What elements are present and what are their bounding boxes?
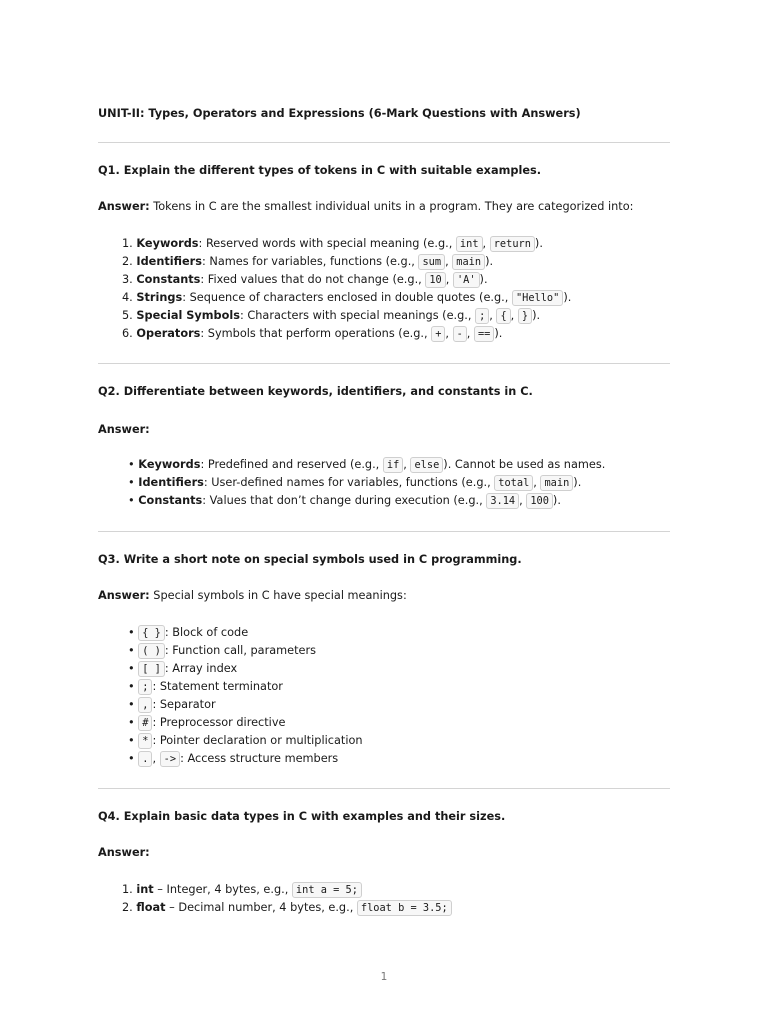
tail-text: ). — [485, 255, 494, 268]
description: : Reserved words with special meaning (e.g., — [198, 237, 456, 250]
list-item: 6. Operators: Symbols that perform operations (e.g., + , - , == ). — [122, 327, 503, 340]
code-snippet: == — [474, 326, 494, 342]
list-item — [128, 624, 363, 642]
answer-2-intro — [98, 423, 150, 436]
list-item: 3. Constants: Fixed values that do not change (e.g., 10 , 'A' ). — [122, 273, 488, 286]
code-snippet: -> — [160, 751, 180, 767]
list-marker: 2. — [122, 255, 137, 268]
difference-list — [128, 456, 605, 510]
tail-text: ). — [534, 237, 543, 250]
list-marker: 2. — [122, 901, 137, 914]
list-marker: 1. — [122, 883, 137, 896]
list-item — [122, 289, 571, 307]
term: int — [136, 883, 154, 896]
list-marker: • — [128, 662, 139, 675]
symbol-list — [128, 624, 363, 768]
list-marker: • — [128, 752, 139, 765]
term: Special Symbols — [136, 309, 240, 322]
tail-text: : Pointer declaration or multiplication — [152, 734, 363, 747]
code-snippet: + — [431, 326, 445, 342]
question-3: Q3. Write a short note on special symbols used in C programming. — [98, 553, 522, 566]
page-number: 1 — [380, 971, 388, 983]
code-snippet: } — [518, 308, 532, 324]
tail-text: : Statement terminator — [152, 680, 283, 693]
code-snippet: . — [138, 751, 152, 767]
tail-text: : Function call, parameters — [164, 644, 317, 657]
list-item: • Keywords: Predefined and reserved (e.g., if , else ). Cannot be used as names. — [128, 458, 606, 471]
list-marker: • — [128, 458, 139, 471]
list-marker: 1. — [122, 237, 137, 250]
code-snippet: { } — [138, 625, 165, 641]
term: Operators — [136, 327, 201, 340]
question-1: Q1. Explain the different types of tokens in C with suitable examples. — [98, 164, 541, 177]
description: : Symbols that perform operations (e.g., — [200, 327, 432, 340]
term: Constants — [136, 273, 201, 286]
list-item: • Identifiers: User-defined names for variables, functions (e.g., total , main ). — [128, 476, 582, 489]
answer-label: Answer: — [98, 589, 150, 602]
list-item — [128, 696, 363, 714]
tail-text: : Access structure members — [180, 752, 339, 765]
description: – Decimal number, 4 bytes, e.g., — [165, 901, 357, 914]
code-snippet: , — [138, 697, 152, 713]
answer-text: Tokens in C are the smallest individual units in a program. They are categorized into: — [149, 200, 634, 213]
description: : Values that don’t change during execution (e.g., — [202, 494, 487, 507]
list-item — [122, 881, 452, 899]
list-marker: 4. — [122, 291, 137, 304]
term: Identifiers — [138, 476, 204, 489]
code-snippet: 'A' — [453, 272, 480, 288]
list-item: 1. Keywords: Reserved words with special meaning (e.g., int , return ). — [122, 237, 543, 250]
list-item: • . , -> : Access structure members — [128, 752, 339, 765]
list-item: 5. Special Symbols: Characters with special meanings (e.g., ; , { , } ). — [122, 309, 541, 322]
code-snippet: [ ] — [138, 661, 165, 677]
code-snippet: float b = 3.5; — [357, 900, 452, 916]
code-snippet: ; — [475, 308, 489, 324]
code-snippet: { — [496, 308, 510, 324]
term: Constants — [138, 494, 203, 507]
list-item: 2. Identifiers: Names for variables, functions (e.g., sum , main ). — [122, 255, 494, 268]
answer-3-intro — [98, 589, 407, 602]
answer-label: Answer: — [98, 200, 150, 213]
token-list — [122, 235, 571, 343]
code-snippet: 100 — [526, 493, 553, 509]
code-snippet: main — [452, 254, 485, 270]
list-marker: • — [128, 680, 139, 693]
term: Identifiers — [136, 255, 202, 268]
code-snippet: 10 — [425, 272, 445, 288]
tail-text: : Preprocessor directive — [152, 716, 286, 729]
tail-text: ). — [573, 476, 582, 489]
code-snippet: total — [494, 475, 533, 491]
divider — [98, 363, 670, 364]
code-snippet: 3.14 — [486, 493, 519, 509]
term: Keywords — [138, 458, 201, 471]
list-item — [128, 642, 363, 660]
description: : Predefined and reserved (e.g., — [200, 458, 383, 471]
code-snippet: main — [540, 475, 573, 491]
answer-text: Special symbols in C have special meanings: — [149, 589, 407, 602]
divider — [98, 788, 670, 789]
answer-4-intro — [98, 846, 150, 859]
question-4: Q4. Explain basic data types in C with examples and their sizes. — [98, 810, 506, 823]
term: Keywords — [136, 237, 199, 250]
tail-text: ). — [479, 273, 488, 286]
question-2: Q2. Differentiate between keywords, identifiers, and constants in C. — [98, 385, 533, 398]
tail-text: ). — [552, 494, 561, 507]
code-snippet: return — [490, 236, 535, 252]
answer-label: Answer: — [98, 846, 150, 859]
code-snippet: if — [383, 457, 403, 473]
description: – Integer, 4 bytes, e.g., — [153, 883, 292, 896]
tail-text: ). — [563, 291, 572, 304]
data-type-list — [122, 881, 452, 917]
description: : Fixed values that do not change (e.g., — [200, 273, 426, 286]
code-snippet: ( ) — [138, 643, 165, 659]
list-item — [128, 660, 363, 678]
list-marker: 3. — [122, 273, 137, 286]
list-marker: • — [128, 716, 139, 729]
code-snippet: else — [410, 457, 443, 473]
list-marker: 6. — [122, 327, 137, 340]
description: : Characters with special meanings (e.g., — [239, 309, 476, 322]
answer-label: Answer: — [98, 423, 150, 436]
description: : Names for variables, functions (e.g., — [201, 255, 419, 268]
code-snippet: int — [456, 236, 483, 252]
code-snippet: * — [138, 733, 152, 749]
answer-1-intro — [98, 200, 633, 213]
list-marker: • — [128, 698, 139, 711]
description: : Sequence of characters enclosed in double quotes (e.g., — [182, 291, 512, 304]
code-snippet: - — [453, 326, 467, 342]
tail-text: : Array index — [164, 662, 238, 675]
code-snippet: # — [138, 715, 152, 731]
document-title: UNIT-II: Types, Operators and Expressions (6-Mark Questions with Answers) — [98, 107, 581, 120]
list-item — [128, 678, 363, 696]
tail-text: ). Cannot be used as names. — [443, 458, 606, 471]
list-marker: • — [128, 476, 139, 489]
list-marker: 5. — [122, 309, 137, 322]
description: : User-defined names for variables, functions (e.g., — [203, 476, 495, 489]
code-snippet: sum — [418, 254, 445, 270]
list-item — [128, 714, 363, 732]
code-snippet: "Hello" — [512, 290, 563, 306]
list-marker: • — [128, 494, 139, 507]
tail-text: ). — [532, 309, 541, 322]
list-marker: • — [128, 644, 139, 657]
list-item: • Constants: Values that don’t change during execution (e.g., 3.14 , 100 ). — [128, 494, 561, 507]
code-snippet: ; — [138, 679, 152, 695]
term: Strings — [136, 291, 183, 304]
tail-text: ). — [494, 327, 503, 340]
list-marker: • — [128, 626, 139, 639]
code-snippet: int a = 5; — [292, 882, 362, 898]
list-item — [122, 899, 452, 917]
list-marker: • — [128, 734, 139, 747]
divider — [98, 531, 670, 532]
divider — [98, 142, 670, 143]
list-item — [128, 732, 363, 750]
tail-text: : Block of code — [164, 626, 249, 639]
term: float — [136, 901, 166, 914]
tail-text: : Separator — [152, 698, 216, 711]
